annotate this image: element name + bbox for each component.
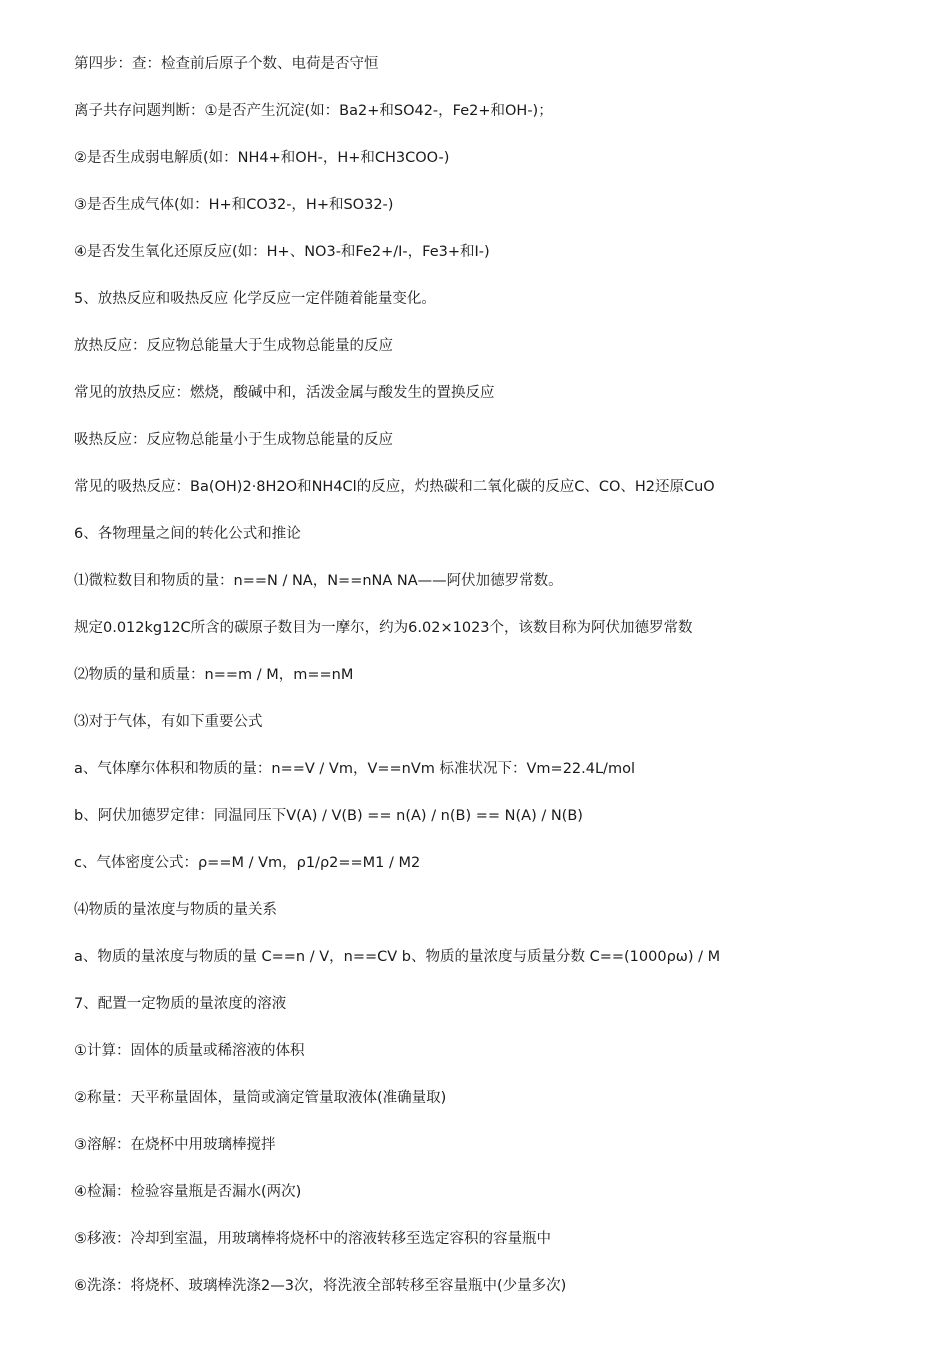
text-line: 规定0.012kg12C所含的碳原子数目为一摩尔，约为6.02×1023个，该数目称为阿伏加德罗常数 bbox=[74, 620, 693, 636]
text-line: ③溶解：在烧杯中用玻璃棒搅拌 bbox=[74, 1137, 276, 1153]
text-line: 第四步：查：检查前后原子个数、电荷是否守恒 bbox=[74, 56, 379, 72]
section-heading: 6、各物理量之间的转化公式和推论 bbox=[74, 526, 301, 542]
text-line: 常见的放热反应：燃烧，酸碱中和，活泼金属与酸发生的置换反应 bbox=[74, 385, 495, 401]
text-line: c、气体密度公式：ρ==M / Vm，ρ1/ρ2==M1 / M2 bbox=[74, 855, 421, 871]
text-line: ⑷物质的量浓度与物质的量关系 bbox=[74, 902, 277, 918]
text-line: ⑤移液：冷却到室温，用玻璃棒将烧杯中的溶液转移至选定容积的容量瓶中 bbox=[74, 1231, 551, 1247]
text-line: 吸热反应：反应物总能量小于生成物总能量的反应 bbox=[74, 432, 393, 448]
text-line: ①计算：固体的质量或稀溶液的体积 bbox=[74, 1043, 305, 1059]
text-line: ⑴微粒数目和物质的量：n==N / NA，N==nNA NA——阿伏加德罗常数。 bbox=[74, 573, 563, 589]
text-line: 常见的吸热反应：Ba(OH)2·8H2O和NH4Cl的反应，灼热碳和二氧化碳的反应C、CO、H2还原CuO bbox=[74, 479, 715, 495]
section-heading: 5、放热反应和吸热反应 化学反应一定伴随着能量变化。 bbox=[74, 291, 436, 307]
text-line: 离子共存问题判断：①是否产生沉淀(如：Ba2+和SO42-，Fe2+和OH-)； bbox=[74, 103, 553, 119]
text-line: ③是否生成气体(如：H+和CO32-，H+和SO32-) bbox=[74, 197, 394, 213]
text-line: ④是否发生氧化还原反应(如：H+、NO3-和Fe2+/I-，Fe3+和I-) bbox=[74, 244, 490, 260]
text-line: ②是否生成弱电解质(如：NH4+和OH-，H+和CH3COO-) bbox=[74, 150, 450, 166]
text-line: ④检漏：检验容量瓶是否漏水(两次) bbox=[74, 1184, 302, 1200]
document-body bbox=[74, 52, 894, 1321]
section-heading: 7、配置一定物质的量浓度的溶液 bbox=[74, 996, 287, 1012]
text-line: ⑥洗涤：将烧杯、玻璃棒洗涤2—3次，将洗液全部转移至容量瓶中(少量多次) bbox=[74, 1278, 567, 1294]
text-line: ⑵物质的量和质量：n==m / M，m==nM bbox=[74, 667, 354, 683]
text-line: b、阿伏加德罗定律：同温同压下V(A) / V(B) == n(A) / n(B) == N(A) / N(B) bbox=[74, 808, 583, 824]
text-line: a、气体摩尔体积和物质的量：n==V / Vm，V==nVm 标准状况下：Vm=22.4L/mol bbox=[74, 761, 635, 777]
text-line: ⑶对于气体，有如下重要公式 bbox=[74, 714, 263, 730]
text-line: a、物质的量浓度与物质的量 C==n / V，n==CV b、物质的量浓度与质量分数 C==(1000ρω) / M bbox=[74, 949, 721, 965]
text-line: 放热反应：反应物总能量大于生成物总能量的反应 bbox=[74, 338, 393, 354]
text-line: ②称量：天平称量固体，量筒或滴定管量取液体(准确量取) bbox=[74, 1090, 447, 1106]
